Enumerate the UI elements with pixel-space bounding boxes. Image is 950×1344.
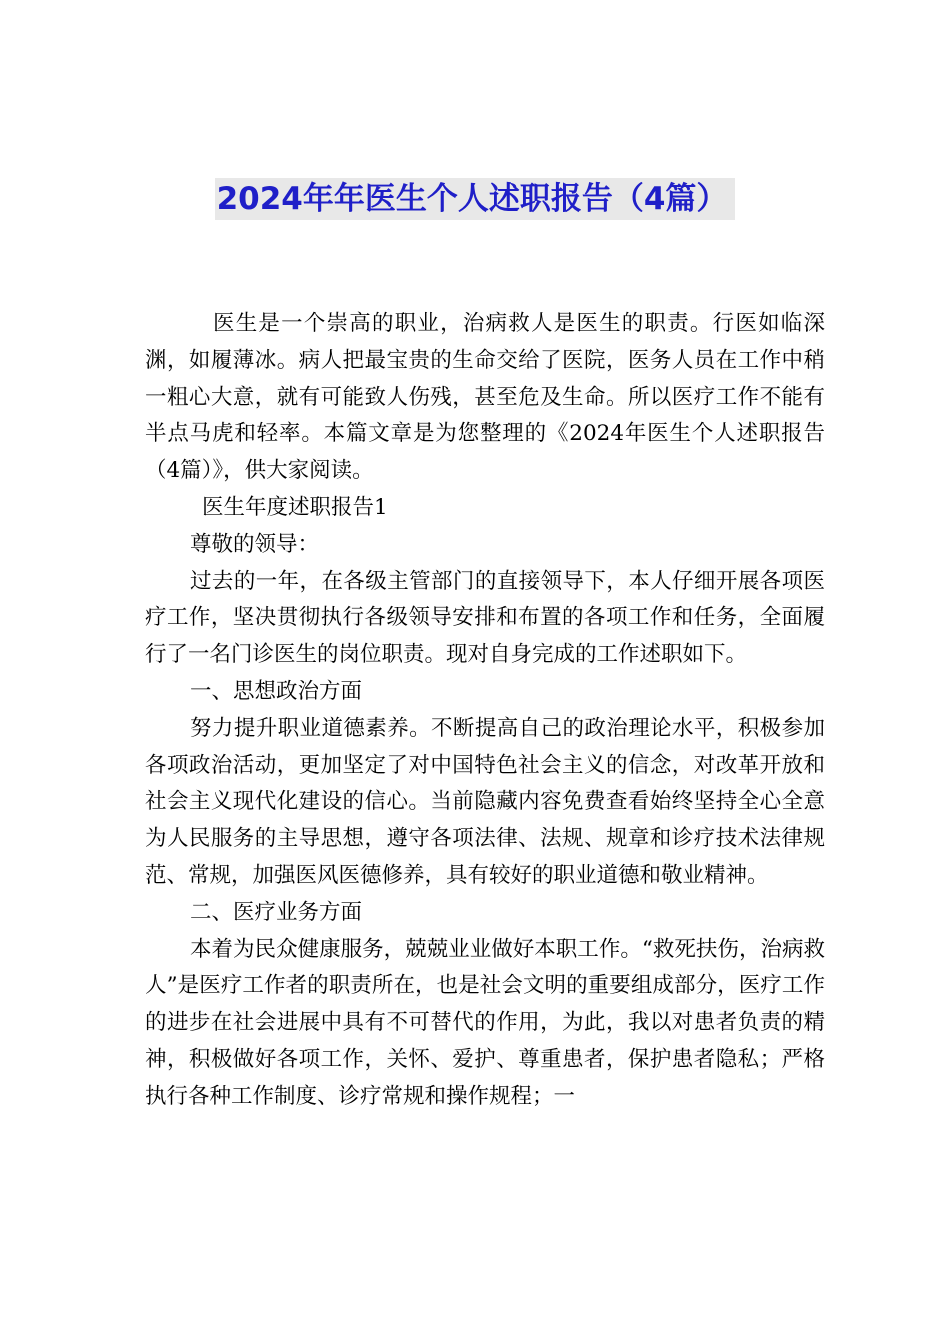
section-heading: 二、医疗业务方面 — [190, 899, 363, 925]
title-wrap — [0, 178, 950, 220]
salutation: 尊敬的领导： — [190, 531, 320, 557]
body-paragraph: 本着为民众健康服务，兢兢业业做好本职工作。“救死扶伤，治病救人”是医疗工作者的职责所在，也是社会文明的重要组成部分，医疗工作的进步在社会进展中具有不可替代的作用，为此，我以对患者负责的精神，积极做好各项工作，关怀、爱护、尊重患者，保护患者隐私；严格执行各种工作制度、诊疗常规和操作规程；一 — [145, 936, 825, 1109]
section-heading: 一、思想政治方面 — [190, 678, 363, 704]
intro-paragraph: 医生是一个崇高的职业，治病救人是医生的职责。行医如临深渊，如履薄冰。病人把最宝贵的生命交给了医院，医务人员在工作中稍一粗心大意，就有可能致人伤残，甚至危及生命。所以医疗工作不能有半点马虎和轻率。本篇文章是为您整理的《2024年医生个人述职报告（4篇）》，供大家阅读。 — [145, 311, 825, 484]
document-title: 2024年年医生个人述职报告（4篇） — [215, 178, 736, 220]
document-body — [145, 306, 825, 1116]
body-paragraph: 努力提升职业道德素养。不断提高自己的政治理论水平，积极参加各项政治活动，更加坚定了对中国特色社会主义的信念，对改革开放和社会主义现代化建设的信心。当前隐藏内容免费查看始终坚持全心全意为人民服务的主导思想，遵守各项法律、法规、规章和诊疗技术法律规范、常规，加强医风医德修养，具有较好的职业道德和敬业精神。 — [145, 715, 825, 888]
section-title: 医生年度述职报告1 — [202, 494, 388, 520]
body-paragraph: 过去的一年，在各级主管部门的直接领导下，本人仔细开展各项医疗工作，坚决贯彻执行各级领导安排和布置的各项工作和任务，全面履行了一名门诊医生的岗位职责。现对自身完成的工作述职如下。 — [145, 568, 825, 668]
